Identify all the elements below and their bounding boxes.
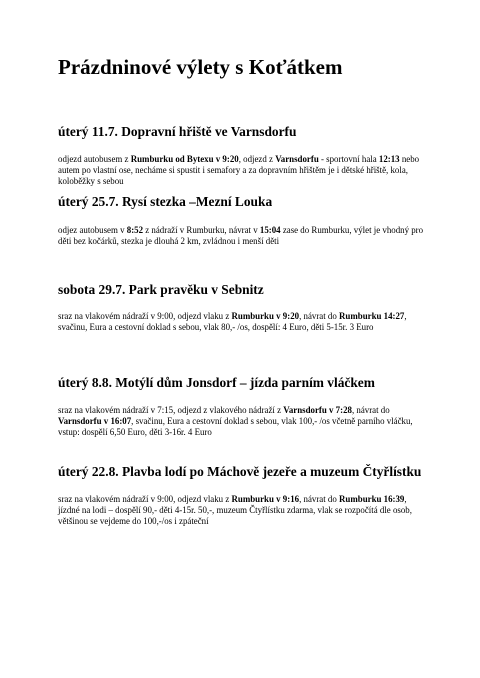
description-text: nebo autem po vlastní ose, necháme si spustit i semafory a za dopravním hřištěm je i dětské hřiště, kola, koloběžky s sebou [58, 154, 420, 187]
page-title: Prázdninové výlety s Koťátkem [58, 55, 343, 79]
description-text: , návrat do [299, 311, 340, 321]
highlighted-text: Rumburku v 9:20 [231, 311, 300, 321]
description-text: , odjezd z [238, 154, 276, 164]
description-text: sraz na vlakovém nádraží v 9:00, odjezd vlaku z [58, 311, 232, 321]
trip-section [58, 464, 430, 528]
highlighted-text: 8:52 [126, 225, 144, 235]
highlighted-text: Varnsdorfu [275, 154, 319, 164]
trip-section [58, 375, 430, 439]
highlighted-text: Varnsdorfu v 16:07 [58, 416, 132, 427]
description-text: odjez autobusem v [58, 225, 127, 235]
trip-heading: sobota 29.7. Park pravěku v Sebnitz [58, 282, 264, 297]
description-text: , svačinu, Eura a cestovní doklad s sebou, vlak 100,- /os včetně parního vláčku, vstup: dospělí 6,50 Euro, děti 3-16r. 4 Euro [58, 416, 413, 438]
trip-heading: úterý 8.8. Motýlí dům Jonsdorf – jízda parním vláčkem [58, 375, 375, 390]
trip-heading: úterý 11.7. Dopravní hřiště ve Varnsdorfu [58, 124, 297, 139]
description-text: , návrat do [299, 494, 340, 504]
highlighted-text: Rumburku v 9:16 [231, 494, 300, 504]
trip-description [58, 225, 430, 247]
highlighted-text: 15:04 [259, 225, 281, 235]
trip-section [58, 282, 430, 333]
highlighted-text: 12:13 [378, 154, 400, 164]
description-text: , jízdné na lodi – dospělí 90,- děti 4-15r. 50,-, muzeum Čtyřlístku zdarma, vlak se rozpočítá dle osob, většinou se vejdeme do 100,-/os i zpáteční [58, 494, 412, 527]
highlighted-text: Rumburku 14:27 [339, 311, 405, 321]
description-text: , návrat do [351, 405, 390, 415]
trip-heading: úterý 25.7. Rysí stezka –Mezní Louka [58, 194, 273, 209]
trip-description [58, 154, 430, 188]
trip-section [58, 124, 430, 188]
description-text: - sportovní hala [318, 154, 379, 164]
description-text: , svačinu, Eura a cestovní doklad s sebou, vlak 80,- /os, dospělí: 4 Euro, děti 5-15r. 3 Euro [58, 311, 407, 333]
highlighted-text: Rumburku od Bytexu v 9:20 [130, 154, 239, 164]
highlighted-text: Varnsdorfu v 7:28 [283, 405, 352, 415]
highlighted-text: Rumburku 16:39 [339, 494, 405, 504]
trip-description [58, 311, 430, 333]
description-text: sraz na vlakovém nádraží v 7:15, odjezd z vlakového nádraží z [58, 405, 284, 415]
trip-heading: úterý 22.8. Plavba lodí po Máchově jezeře a muzeum Čtyřlístku [58, 464, 422, 479]
description-text: odjezd autobusem z [58, 154, 131, 164]
trip-description [58, 405, 430, 439]
description-text: z nádraží v Rumburku, návrat v [143, 225, 260, 235]
trip-description [58, 494, 430, 528]
description-text: sraz na vlakovém nádraží v 9:00, odjezd vlaku z [58, 494, 232, 504]
trip-section [58, 194, 430, 247]
description-text: zase do Rumburku, výlet je vhodný pro děti bez kočárků, stezka je dlouhá 2 km, zvládnou i menší děti [58, 225, 424, 247]
